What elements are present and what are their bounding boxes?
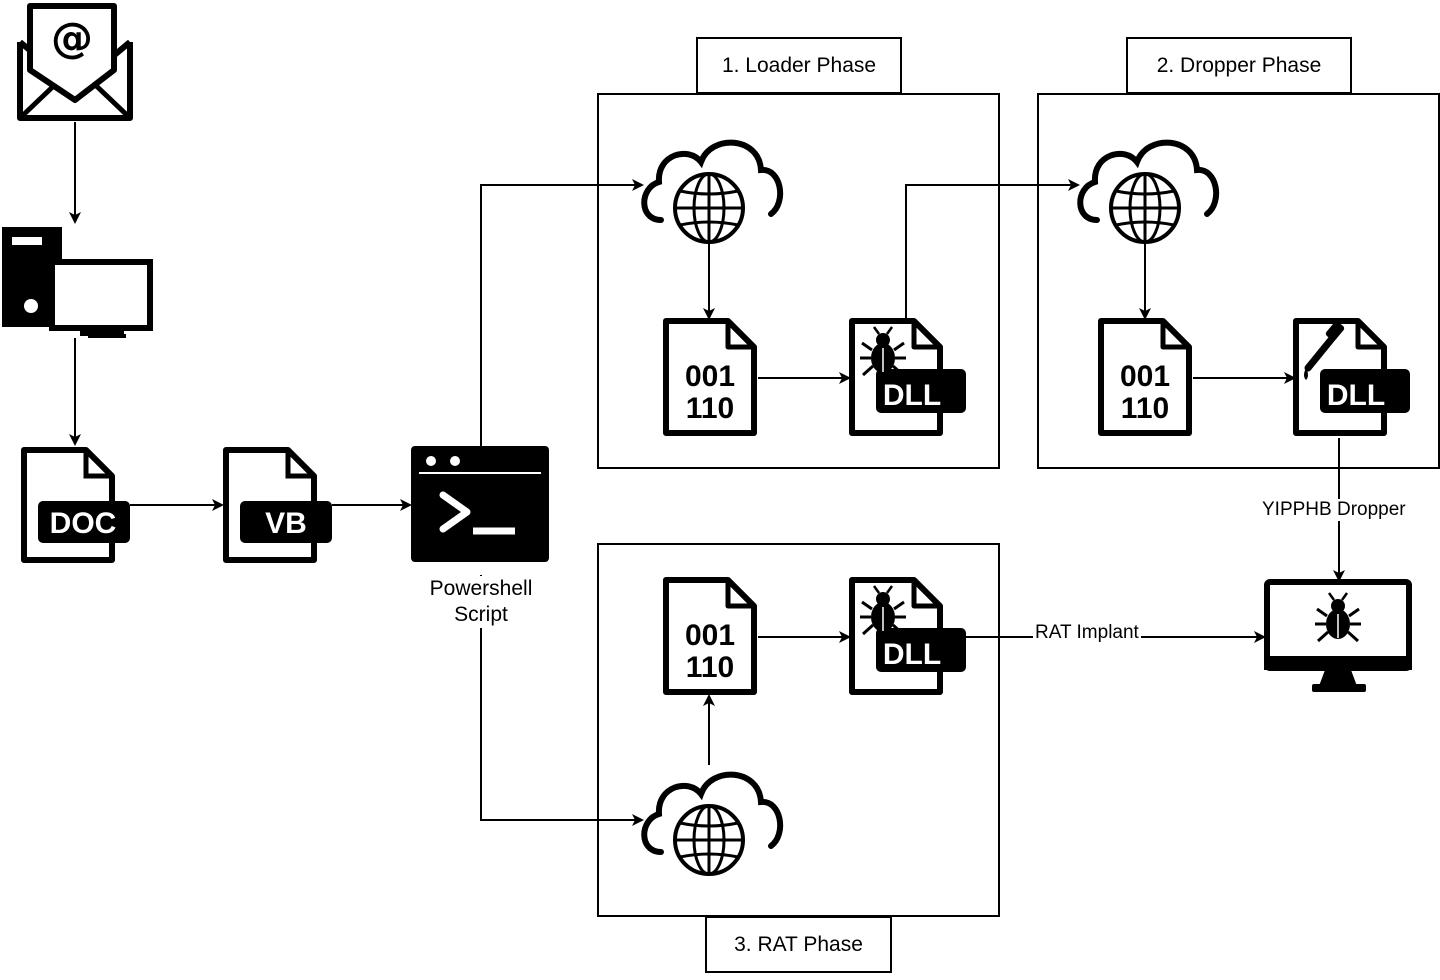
- loader-cloud-globe-icon: [644, 143, 780, 242]
- edge-terminal-to-loader-cloud: [481, 185, 642, 446]
- dropper-binary-file-icon: [1101, 321, 1189, 433]
- loader-phase-text: 1. Loader Phase: [721, 53, 877, 77]
- loader-binary-line1: 001: [684, 360, 736, 393]
- loader-binary-line2: 110: [685, 392, 735, 425]
- doc-file-label: DOC: [49, 507, 117, 540]
- rat-binary-file-icon: [666, 580, 754, 692]
- email-at-icon: [20, 6, 130, 118]
- dropper-binary-line1: 001: [1119, 360, 1171, 393]
- rat-binary-line2: 110: [685, 651, 735, 684]
- rat-dll-label: DLL: [882, 638, 942, 671]
- loader-dll-label: DLL: [882, 379, 942, 412]
- powershell-label-line1: Powershell: [429, 577, 533, 600]
- dropper-phase-text: 2. Dropper Phase: [1156, 53, 1322, 77]
- dropper-binary-line2: 110: [1120, 392, 1170, 425]
- doc-file-icon: [24, 450, 130, 560]
- dropper-cloud-globe-icon: [1080, 143, 1216, 242]
- dropper-dll-label: DLL: [1326, 379, 1386, 412]
- rat-phase-box: [598, 544, 999, 916]
- powershell-script-label: [424, 576, 538, 628]
- loader-dll-file-icon: [852, 321, 966, 433]
- infected-monitor-icon: [1264, 582, 1412, 692]
- desktop-computer-icon: [2, 227, 150, 338]
- powershell-label-line2: Script: [454, 603, 508, 626]
- yipphb-dropper-label: YIPPHB Dropper: [1262, 499, 1406, 520]
- loader-phase-label: [696, 37, 902, 94]
- rat-cloud-globe-icon: [644, 775, 780, 874]
- rat-implant-label: RAT Implant: [1035, 622, 1139, 643]
- loader-binary-file-icon: [666, 321, 754, 433]
- dropper-phase-label: [1126, 37, 1352, 94]
- edge-loader-dll-to-dropper-cloud: [906, 185, 1078, 322]
- svg-text:@: @: [51, 13, 93, 62]
- rat-binary-line1: 001: [684, 619, 736, 652]
- vb-file-icon: [226, 450, 332, 560]
- vb-file-label: VB: [265, 507, 307, 540]
- terminal-icon: [411, 446, 549, 562]
- rat-dll-file-icon: [852, 580, 966, 692]
- rat-phase-text: 3. RAT Phase: [734, 932, 863, 956]
- rat-phase-label: [705, 916, 892, 973]
- dropper-dll-file-icon: [1296, 320, 1410, 433]
